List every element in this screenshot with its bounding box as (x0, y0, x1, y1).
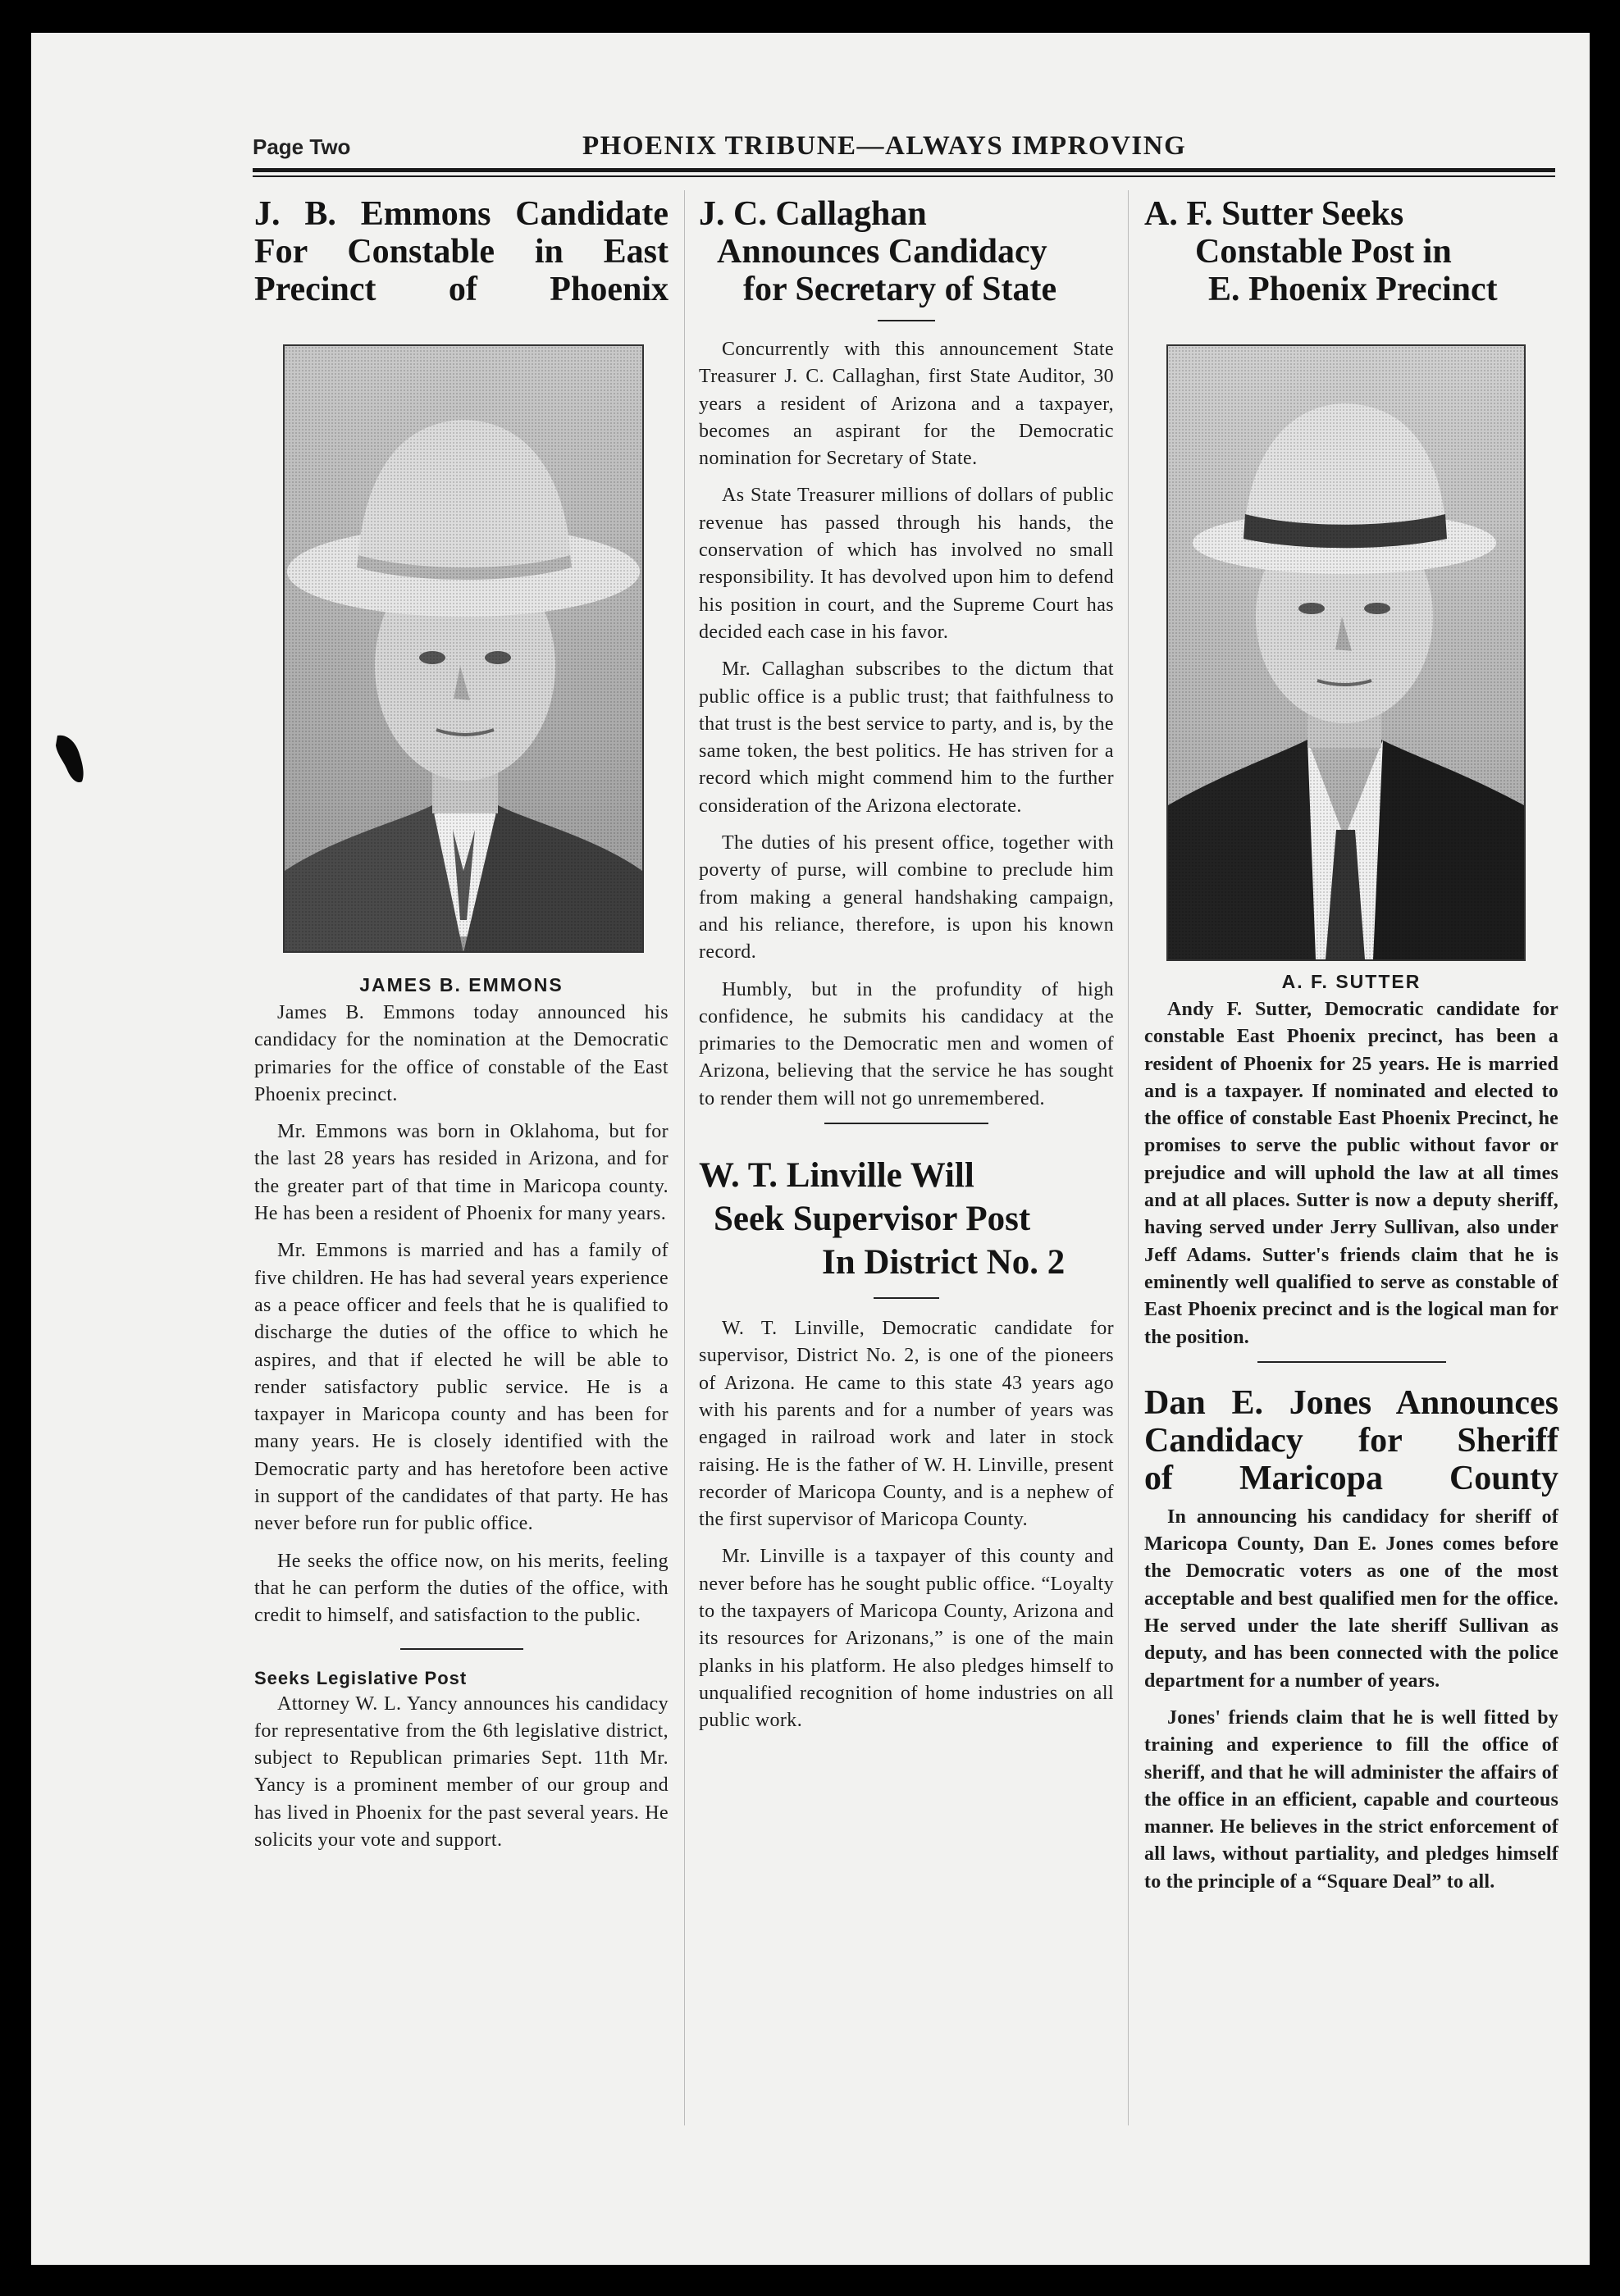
article-separator (824, 1123, 988, 1124)
scan-blot-mark (54, 734, 87, 785)
headline-separator (874, 1297, 939, 1299)
masthead-title: PHOENIX TRIBUNE—ALWAYS IMPROVING (582, 131, 1187, 161)
article-subhead-yancy: Seeks Legislative Post (254, 1667, 468, 1688)
paragraph: Attorney W. L. Yancy announces his candidacy for representative from the 6th legislative district, subject to Republican primaries Sept. 11th Mr. Yancy is a prominent member of our group and has lived in Phoenix for the past several years. He solicits your vote and support. (254, 1692, 669, 1852)
paragraph: James B. Emmons today announced his candidacy for the nomination at the Democratic primaries for the office of constable of the East Phoenix precinct. (254, 1002, 669, 1105)
photo-james-b-emmons (283, 344, 644, 953)
portrait-illustration (285, 346, 642, 951)
article-headline-emmons: J. B. Emmons Candidate For Constable in East Precinct of Phoenix (254, 195, 669, 308)
article-headline-sutter: A. F. Sutter Seeks Constable Post in E. Phoenix Precinct (1144, 195, 1498, 308)
paragraph: In announcing his candidacy for sheriff of Maricopa County, Dan E. Jones comes before the Democratic voters as one of the most acceptable and best qualified men for the office. He served under the late sheriff Sullivan as deputy, and has been connected with the police department for a number of years. (1144, 1506, 1558, 1692)
page-number-label: Page Two (253, 134, 351, 159)
article-body-linville (699, 1315, 1114, 1734)
photo-caption-emmons: JAMES B. EMMONS (359, 974, 564, 995)
paragraph: Andy F. Sutter, Democratic candidate for constable East Phoenix precinct, has been a resident of Phoenix for 25 years. He is married and is a taxpayer. If nominated and elected to the office of constable East Phoenix Precinct, he promises to serve the public without favor or prejudice and will uphold the law at all times and at all places. Sutter is now a deputy sheriff, having served under Jerry Sullivan, also under Jeff Adams. Sutter's friends claim that he is eminently well qualified to serve as constable of East Phoenix precinct and is the logical man for the position. (1144, 999, 1558, 1348)
column-3 (1144, 195, 1558, 308)
photo-a-f-sutter (1166, 344, 1526, 961)
column-divider (684, 190, 685, 2125)
column-3-text (1144, 971, 1558, 1906)
paragraph: Humbly, but in the profundity of high confidence, he submits his candidacy at the primaries to the Democratic men and women of Arizona, believing that the service he has sought to render them will not go unremembered. (699, 978, 1114, 1109)
article-separator (400, 1648, 523, 1650)
paragraph: He seeks the office now, on his merits, feeling that he can perform the duties of the office, with credit to himself, and satisfaction to the public. (254, 1550, 669, 1627)
paragraph: Jones' friends claim that he is well fitted by training and experience to fill the office of sheriff, and that he will administer the affairs of the office in an efficient, capable and courteous manner. He believes in the strict enforcement of all laws, without partiality, and pledges himself to the principle of a “Square Deal” to all. (1144, 1706, 1558, 1893)
portrait-illustration (1168, 346, 1524, 959)
column-divider (1128, 190, 1129, 2125)
paragraph: Concurrently with this announcement State Treasurer J. C. Callaghan, first State Auditor, 30 years a resident of Arizona and a taxpayer, becomes an aspirant for the Democratic nomination for Secretary of State. (699, 339, 1114, 470)
article-headline-linville: W. T. Linville Will Seek Supervisor Post In District No. 2 (699, 1156, 1066, 1282)
paragraph: Mr. Callaghan subscribes to the dictum that public office is a public trust; that faithfulness to that trust is the best service to party, and is, by the same token, the best politics. He has striven for a record which might commend him to the further consideration of the Arizona electorate. (699, 658, 1114, 817)
column-2 (699, 195, 1114, 1744)
paragraph: W. T. Linville, Democratic candidate for supervisor, District No. 2, is one of the pioneers of Arizona. He came to this state 43 years ago with his parents and for a number of years was engaged in railroad work and later in stock raising. He is the father of W. H. Linville, present recorder of Maricopa County, and is a nephew of the first supervisor of Maricopa County. (699, 1318, 1114, 1531)
article-headline-callaghan: J. C. Callaghan Announces Candidacy for Secretary of State (699, 195, 1057, 308)
article-body-jones (1144, 1504, 1558, 1896)
article-body-emmons (254, 1000, 669, 1630)
paragraph: As State Treasurer millions of dollars of public revenue has passed through his hands, the conservation of which has involved no small responsibility. It has devolved upon him to defend his position in court, and the Supreme Court has decided each case in his favor. (699, 485, 1114, 643)
paragraph: Mr. Emmons was born in Oklahoma, but for the last 28 years has resided in Arizona, and for the greater part of that time in Maricopa county. He has been a resident of Phoenix for many years. (254, 1121, 669, 1225)
masthead-rule-thick (253, 168, 1555, 172)
article-body-callaghan (699, 336, 1114, 1113)
article-body-sutter (1144, 996, 1558, 1351)
article-headline-jones: Dan E. Jones Announces Candidacy for Sheriff of Maricopa County (1144, 1383, 1558, 1497)
headline-separator (878, 320, 935, 321)
masthead-rule-thin (253, 175, 1555, 177)
article-separator (1257, 1361, 1446, 1363)
column-1-text (254, 974, 669, 1864)
paragraph: Mr. Linville is a taxpayer of this county and never before has he sought public office. “Loyalty to the taxpayers of Maricopa County, Arizona and its resources for Arizonans,” is one of the main planks in his platform. He also pledges himself to unqualified recognition of home industries on all public work. (699, 1546, 1114, 1732)
paragraph: The duties of his present office, together with poverty of purse, will combine to preclude him from making a general handshaking campaign, and his reliance, therefore, is upon his known record. (699, 832, 1114, 963)
paragraph: Mr. Emmons is married and has a family of five children. He has had several years experience as a peace officer and feels that he is qualified to discharge the duties of the office to which he aspires, and that if elected he will be able to render satisfactory public service. He is a taxpayer in Maricopa county and has been for many years. He is closely identified with the Democratic party and has heretofore been active in support of the candidates of that party. He has never before run for public office. (254, 1240, 669, 1535)
article-body-yancy (254, 1691, 669, 1855)
photo-caption-sutter: A. F. SUTTER (1281, 971, 1421, 992)
column-1 (254, 195, 669, 308)
